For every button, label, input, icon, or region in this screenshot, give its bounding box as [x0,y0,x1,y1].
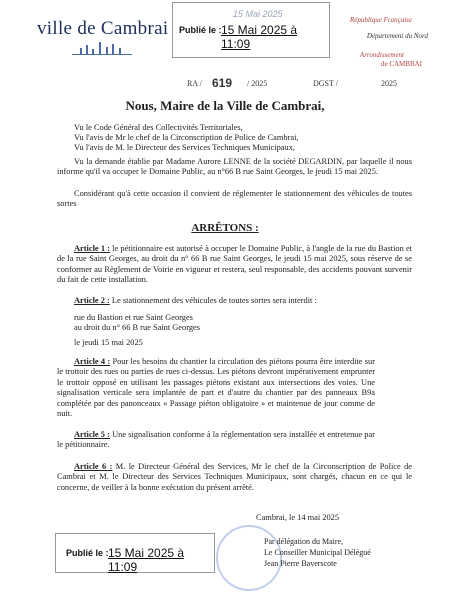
ref-number: 619 [212,76,233,90]
logo-text: ville de Cambrai [37,18,169,39]
article-4-text: Pour les besoins du chantier la circulation des piétons pourra être interdite sur le trottoir des rues ou parties de rues ci-dessus. Les piétons devront impérativement emprunter le trottoir opposé en utilisant les passages piétons existant aux intersections des voies. Une signalisation verticale sera implantée de part et d'autre du chantier par des panneaux B9a complétée par des panonceaux « Passage piéton obligatoire » et maintenue de jour comme de nuit. [57,357,376,419]
ref-year: / 2025 [247,79,268,88]
article-6-label: Article 6 : [74,462,113,471]
article-6 [57,462,412,493]
publication-stamp-top [172,2,330,58]
stamp-label: Publié le : [179,25,222,35]
ref-year-2: 2025 [381,79,397,88]
arretons-heading: ARRÊTONS : [191,222,259,234]
bottom-stamp-label: Publié le : [66,548,109,558]
article-2-text: Le stationnement des véhicules de toutes sortes sera interdit : [111,296,317,305]
city-skyline-logo-icon [72,42,132,56]
publication-stamp-bottom [55,533,215,573]
article-5 [57,430,375,451]
article-2-place-1: rue du Bastion et rue Saint Georges [74,313,193,322]
article-2-date: le jeudi 15 mai 2025 [74,338,143,347]
vu-line: Vu le Code Général des Collectivités Territoriales, [74,123,243,132]
article-5-text: Une signalisation conforme à la réglementation sera installée et entretenue par le pétitionnaire. [57,430,376,450]
article-5-label: Article 5 : [74,430,110,439]
article-2-label: Article 2 : [74,296,110,305]
ref-service: DGST / [313,79,338,88]
bottom-stamp-date: 15 Mai 2025 à 11:09 [108,546,185,574]
article-4 [57,357,375,419]
article-4-label: Article 4 : [74,357,111,366]
demande-paragraph: Vu la demande établie par Madame Aurore LENNE de la société DEGARDIN, par laquelle il nous informe qu'il va occuper le Domaine Public, au n°66 B rue Saint Georges, le jeudi 15 mai 2025. [57,157,412,177]
ref-prefix: RA / [187,79,202,88]
article-1-label: Article 1 : [74,244,110,253]
departement-label: Département du Nord [366,32,428,40]
signature-place-date: Cambrai, le 14 mai 2025 [256,513,340,522]
page-title: Nous, Maire de la Ville de Cambrai, [125,98,325,113]
republique-label: République Française [349,16,412,24]
considerant-paragraph: Considérant qu'à cette occasion il convient de réglementer le stationnement des véhicules de toutes sortes [57,189,412,209]
arrondissement-label: Arrondissement [359,51,404,59]
vu-line: Vu l'avis de M. le Directeur des Services Techniques Municipaux, [74,143,295,152]
article-1-text: le pétitionnaire est autorisé à occuper le Domaine Public, à l'angle de la rue du Bastion et de la rue Saint Georges, au droit du n° 66 B rue Saint Georges, le jeudi 15 mai 2025, sous réserve de se conformer au Règlement de Voirie en vigueur et restera, seul responsable, des accidents pouvant survenir du fait de cette installation. [57,244,413,285]
signature-block [264,536,371,569]
vu-line: Vu l'avis de Mr le chef de la Circonscription de Police de Cambrai, [74,133,299,142]
signature-line-3: Jean Pierre Baverscote [264,559,337,568]
arrondissement-name: de CAMBRAI [380,60,422,68]
article-1 [57,244,412,286]
article-2 [57,296,412,306]
article-6-text: M. le Directeur Général des Services, Mr le chef de la Circonscription de Police de Cambrai et M. le Directeur des Services Techniques Municipaux, sont chargés, chacun en ce qui le concerne, de veiller à la bonne exécution du présent arrêté. [57,462,412,492]
article-2-place-2: au droit du n° 66 B rue Saint Georges [74,323,201,332]
stamp-ghost-date: 15 Mai 2025 [233,9,283,19]
stamp-date: 15 Mai 2025 à 11:09 [221,23,298,51]
signature-line-2: Le Conseiller Municipal Délégué [264,548,371,557]
signature-line-1: Par délégation du Maire, [264,537,344,546]
